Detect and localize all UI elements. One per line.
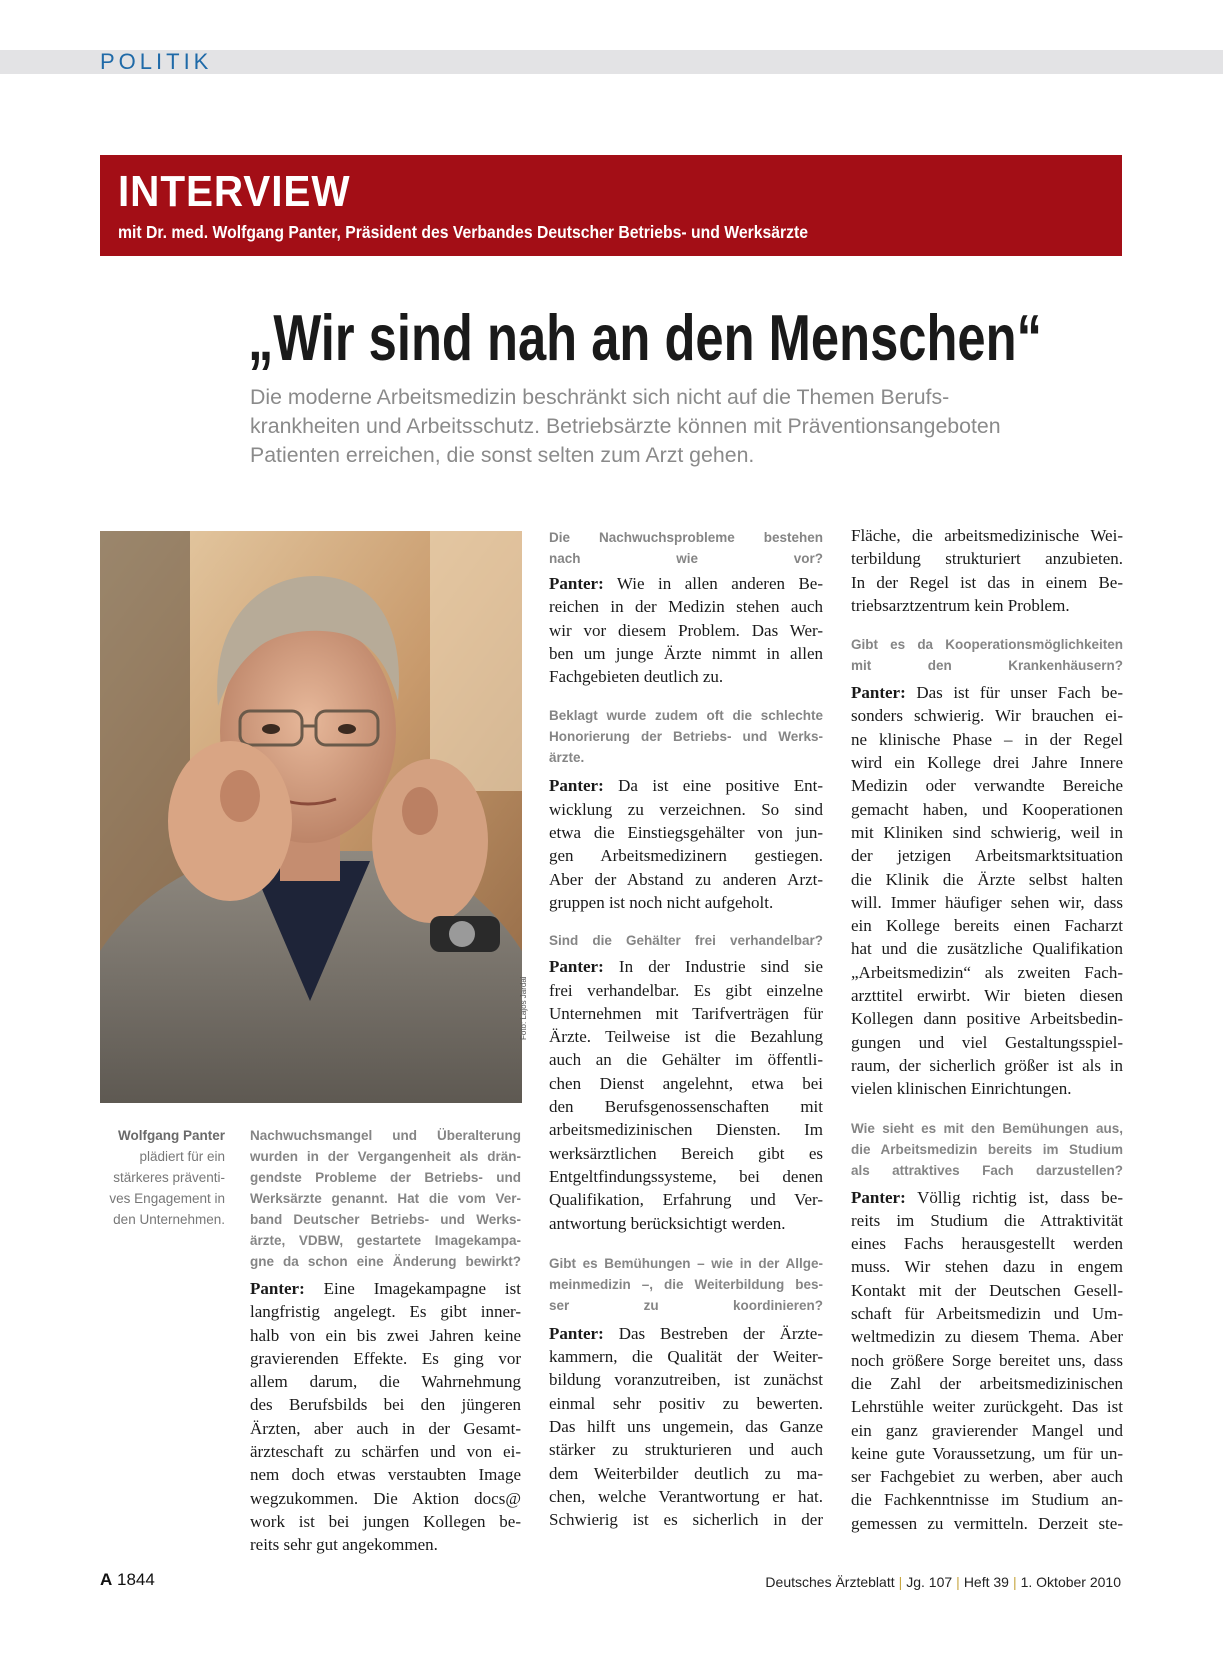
answer-line: Qualifikation, Erfahrung und Ver- [549,1190,823,1210]
deck-line: Patienten erreichen, die sonst selten zum Arzt gehen. [250,443,755,467]
column-2 [549,527,823,1532]
answer-line: werksärztlichen Bereich gibt es [549,1143,823,1163]
answer-line: wegzukommen. Die Aktion docs@ [250,1488,521,1508]
question-line: ärzte, VDBW, gestartete Imagekampa- [250,1233,521,1248]
answer-line: arbeitsmedizinischen Diensten. Im [549,1120,823,1140]
answer-line: schaft für Arbeitsmedizin und Um- [851,1304,1123,1324]
answer-line: den Berufsgenossenschaften mit [549,1097,823,1117]
column-1 [250,1125,521,1557]
answer-line: die Zahl der arbeitsmedizinischen [851,1373,1123,1393]
question-line: Nachwuchsmangel und Überalterung [250,1128,521,1143]
answer-line: antwortung berücksichtigt werden. [549,1213,786,1233]
answer-line: ser Fachgebiet zu werben, aber auch [851,1467,1123,1487]
question-line: gne da schon eine Änderung bewirkt? [250,1254,521,1269]
answer-line: ärzteschaft zu schärfen und von ei- [250,1442,521,1462]
answer-line: „Arbeitsmedizin“ als zweiten Fach- [851,962,1123,982]
question-line: die Arbeitsmedizin bereits im Studium [851,1141,1123,1157]
answer-line: Das hilft uns ungemein, das Ganze [549,1417,823,1437]
answer-line: ein Kollege bereits einen Facharzt [851,916,1123,936]
question-line: Werksärzte genannt. Hat die vom Ver- [250,1191,521,1206]
speaker-label: Panter: [250,1279,305,1298]
answer-line: wicklung zu verzeichnen. So sind [549,799,823,819]
caption-line: ves Engagement in [109,1191,225,1206]
portrait-illustration [100,531,522,1103]
journal-name: Deutsches Ärzteblatt [765,1574,895,1590]
answer-line: eines Fachs herausgestellt werden [851,1234,1123,1254]
deck [250,383,1130,470]
question [549,527,823,569]
answer-line: wir vor diesem Problem. Das Wer- [549,620,823,640]
question-line: Die Nachwuchsprobleme bestehen [549,530,823,545]
journal-issue: Heft 39 [963,1574,1009,1590]
answer-line: allem darum, die Wahrnehmung [250,1372,521,1392]
answer-line: Panter: Das ist für unser Fach be- [851,683,1123,703]
answer-line: triebsarztzentrum kein Problem. [851,595,1070,615]
answer-line: Panter: In der Industrie sind sie [549,957,823,977]
answer-line: ben um junge Ärzte nimmt in allen [549,643,823,663]
answer-line: der jetzigen Arbeitsmarktsituation [851,846,1123,866]
answer-line: reits im Studium die Attraktivität [851,1210,1123,1230]
answer-line: In der Regel ist das in einem Be- [851,572,1123,592]
footer-separator: | [898,1574,903,1590]
answer-line: kammern, die Qualität der Weiter- [549,1347,823,1367]
answer-line: keine gute Voraussetzung, um für un- [851,1443,1123,1463]
speaker-label: Panter: [549,1323,604,1343]
answer-line: mit Kliniken sind schwierig, weil in [851,822,1123,842]
section-label: POLITIK [100,49,213,74]
speaker-label: Panter: [549,957,604,977]
question-line: mit den Krankenhäusern? [851,658,1123,674]
question [549,1253,823,1316]
question-line: als attraktives Fach darzustellen? [851,1162,1123,1178]
answer-line: gen Arbeitsmedizinern gestiegen. [549,846,823,866]
answer-line: reichen in der Medizin stehen auch [549,597,823,617]
interview-header-box [100,155,1122,256]
answer-line: ein ganz gravierender Mangel und [851,1420,1123,1440]
answer-line: Kollegen dann positive Arbeitsbedin- [851,1009,1123,1029]
deck-line: Die moderne Arbeitsmedizin beschränkt sich nicht auf die Themen Berufs- [250,385,950,409]
answer-line: Kontakt mit der Deutschen Gesell- [851,1280,1123,1300]
answer-line: Medizin oder verwandte Bereiche [851,776,1123,796]
photo-credit: Foto: Lajos Jardai [519,976,528,1040]
speaker-label: Panter: [549,776,604,796]
answer-line: gravierenden Effekte. Es ging vor [250,1348,521,1368]
answer-line: Entgeltfindungssysteme, bei denen [549,1166,823,1186]
answer [549,572,823,688]
answer-line: Fachgebieten deutlich zu. [549,667,724,687]
answer-line: langfristig angelegt. Es gibt inner- [250,1302,521,1322]
interview-subline: mit Dr. med. Wolfgang Panter, Präsident des Verbandes Deutscher Betriebs- und Werksärzte [118,222,809,242]
answer-line: Ärzte. Teilweise ist die Bezahlung [549,1027,823,1047]
answer-line: Aber der Abstand zu anderen Arzt- [549,869,823,889]
answer-line: work ist bei jungen Kollegen be- [250,1511,521,1531]
answer [851,524,1123,617]
answer-line: gungen und viel Gestaltungsspiel- [851,1032,1123,1052]
answer-line: halb von ein bis zwei Jahren keine [250,1325,521,1345]
answer-line: sonders schwierig. Wir brauchen ei- [851,706,1123,726]
question-line: Sind die Gehälter frei verhandelbar? [549,933,823,949]
headline: „Wir sind nah an den Menschen“ [248,301,1042,374]
question-line: Honorierung der Betriebs- und Werks- [549,729,823,745]
page-number: 1844 [117,1570,155,1589]
answer-line: Unternehmen mit Tarifverträgen für [549,1003,823,1023]
question-line: meinmedizin –, die Weiterbildung bes- [549,1276,823,1292]
answer-line: Lehrstühle weiter zurückgeht. Das ist [851,1397,1123,1417]
question [549,705,823,768]
answer-line: die Klinik die Ärzte selbst halten [851,869,1123,889]
journal-footer [765,1572,1121,1592]
answer-line: nem doch etwas verstaubten Image [250,1465,521,1485]
column-3 [851,524,1123,1535]
journal-volume: Jg. 107 [906,1574,953,1590]
answer-line: dem Weiterbilder deutlich zu ma- [549,1463,823,1483]
answer-line: Ärzten, aber auch in der Gesamt- [250,1418,521,1438]
answer-line: gemacht haben, und Kooperationen [851,799,1123,819]
deck-line: krankheiten und Arbeitsschutz. Betriebsärzte können mit Präventionsangeboten [250,414,1001,438]
answer-line: Panter: Wie in allen anderen Be- [549,574,823,593]
speaker-label: Panter: [851,1187,906,1207]
answer-line: Panter: Das Bestreben der Ärzte- [549,1323,823,1343]
answer-line: Fläche, die arbeitsmedizinische Wei- [851,526,1123,545]
answer-line: muss. Wir stehen dazu in engem [851,1257,1123,1277]
answer-line: gemessen zu vermitteln. Derzeit ste- [851,1513,1123,1533]
question-line: Gibt es Bemühungen – wie in der Allge- [549,1255,823,1271]
caption-line: plädiert für ein [139,1149,225,1164]
answer [549,955,823,1235]
answer [250,1277,521,1557]
folio-letter: A [100,1570,113,1589]
question [250,1125,521,1272]
photo-caption [102,1125,225,1230]
question-line: nach wie vor? [549,551,823,566]
question-line: gendste Probleme der Betriebs- und [250,1170,521,1185]
portrait-photo [100,531,522,1103]
answer-line: wird ein Kollege drei Jahre Innere [851,753,1123,773]
answer-line: stärker zu strukturieren und auch [549,1440,823,1460]
answer-line: reits sehr gut angekommen. [250,1535,438,1555]
caption-line: stärkeres präventi- [113,1170,225,1185]
journal-date: 1. Oktober 2010 [1020,1574,1121,1590]
answer-line: einmal sehr positiv zu bewerten. [549,1393,823,1413]
answer-line: die Fachkenntnisse im Studium an- [851,1490,1123,1510]
footer-separator: | [1012,1574,1017,1590]
question-line: Beklagt wurde zudem oft die schlechte [549,708,823,724]
answer-line: frei verhandelbar. Es gibt einzelne [549,980,823,1000]
answer-line: vielen klinischen Einrichtungen. [851,1079,1072,1099]
question-line: wurden in der Vergangenheit als drän- [250,1149,521,1164]
question-line: ärzte. [549,750,585,766]
answer-line: terbildung strukturiert anzubieten. [851,549,1123,569]
answer-line: noch größere Sorge bereitet uns, dass [851,1350,1123,1370]
answer-line: Panter: Völlig richtig ist, dass be- [851,1187,1123,1207]
speaker-label: Panter: [549,574,604,593]
answer-line: will. Immer häufiger sehen wir, dass [851,892,1123,912]
answer [851,1186,1123,1535]
answer-line: Panter: Da ist eine positive Ent- [549,776,823,796]
answer-line: weltmedizin zu diesem Thema. Aber [851,1327,1123,1347]
answer-line: bildung voranzutreiben, ist zunächst [549,1370,823,1390]
answer [549,1322,823,1532]
answer [549,774,823,914]
answer-line: auch an die Gehälter im öffentli- [549,1050,823,1070]
answer-line: chen, welche Verantwortung er hat. [549,1486,823,1506]
question [851,1118,1123,1181]
page-folio [100,1569,155,1591]
answer-line: raum, der sicherlich größer ist als in [851,1055,1123,1075]
answer-line: Schwierig ist es sicherlich in der [549,1510,823,1530]
question [851,634,1123,676]
question-line: ser zu koordinieren? [549,1297,823,1313]
speaker-label: Panter: [851,683,906,703]
answer [851,681,1123,1100]
answer-line: chen Dienst angelehnt, etwa bei [549,1073,823,1093]
answer-line: ne klinische Phase – in der Regel [851,729,1123,749]
caption-name: Wolfgang Panter [117,1128,225,1143]
answer-line: Panter: Eine Imagekampagne ist [250,1279,521,1298]
question-line: band Deutscher Betriebs- und Werks- [250,1212,521,1227]
answer-line: gruppen ist noch nicht aufgeholt. [549,892,774,912]
answer-line: arzttitel erwirbt. Wir bieten diesen [851,986,1123,1006]
answer-line: des Berufsbilds bei den jüngeren [250,1395,521,1415]
question-line: Gibt es da Kooperationsmöglichkeiten [851,637,1123,653]
question-line: Wie sieht es mit den Bemühungen aus, [851,1120,1123,1136]
question [549,930,823,951]
answer-line: hat und die zusätzliche Qualifikation [851,939,1123,959]
caption-line: den Unternehmen. [113,1212,225,1227]
interview-kicker: INTERVIEW [118,167,351,216]
footer-separator: | [956,1574,960,1590]
answer-line: etwa die Einstiegsgehälter von jun- [549,823,823,843]
